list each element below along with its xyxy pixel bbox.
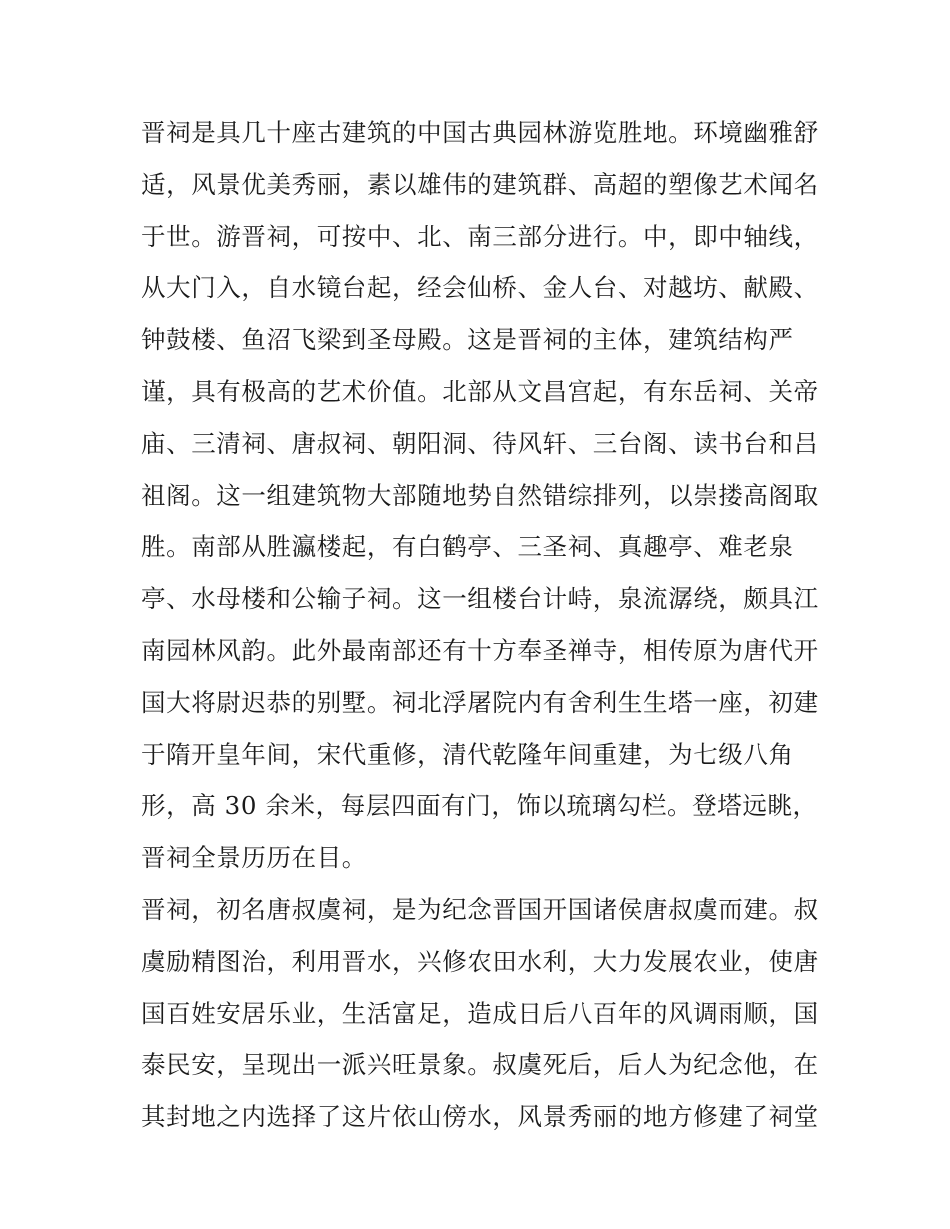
text-line: 晋祠是具几十座古建筑的中国古典园林游览胜地。环境幽雅舒 [141, 118, 819, 147]
text-line: 晋祠，初名唐叔虞祠，是为纪念晋国开国诸侯唐叔虞而建。叔 [141, 894, 819, 924]
paragraph-2 [141, 884, 821, 1143]
text-line: 南园林风韵。此外最南部还有十方奉圣禅寺，相传原为唐代开 [141, 635, 819, 665]
text-line: 晋祠全景历历在目。 [141, 843, 367, 873]
text-line: 祖阁。这一组建筑物大部随地势自然错综排列，以崇搂高阁取 [141, 480, 819, 510]
text-line: 适，风景优美秀丽，素以雄伟的建筑群、高超的塑像艺术闻名 [141, 169, 819, 199]
text-line: 国大将尉迟恭的别墅。祠北浮屠院内有舍利生生塔一座，初建 [141, 687, 819, 717]
text-line: 胜。南部从胜瀛楼起，有白鹤亭、三圣祠、真趣亭、难老泉 [141, 532, 794, 562]
text-line: 虞励精图治，利用晋水，兴修农田水利，大力发展农业，使唐 [141, 946, 819, 976]
text-line: 于隋开皇年间，宋代重修，清代乾隆年间重建，为七级八角 [141, 739, 794, 769]
text-line: 庙、三清祠、唐叔祠、朝阳洞、待风轩、三台阁、读书台和吕 [141, 428, 819, 458]
text-line: 钟鼓楼、鱼沼飞梁到圣母殿。这是晋祠的主体，建筑结构严 [141, 325, 794, 355]
text-line: 泰民安，呈现出一派兴旺景象。叔虞死后，后人为纪念他，在 [141, 1050, 819, 1080]
text-line: 形，高 30 余米，每层四面有门，饰以琉璃勾栏。登塔远眺， [141, 791, 818, 821]
text-line: 谨，具有极高的艺术价值。北部从文昌宫起，有东岳祠、关帝 [141, 376, 819, 406]
text-line: 于世。游晋祠，可按中、北、南三部分进行。中，即中轴线， [141, 221, 819, 251]
text-line: 其封地之内选择了这片依山傍水，风景秀丽的地方修建了祠堂 [141, 1102, 819, 1132]
document-body [141, 107, 821, 1143]
text-line: 从大门入，自水镜台起，经会仙桥、金人台、对越坊、献殿、 [141, 273, 819, 303]
text-line: 国百姓安居乐业，生活富足，造成日后八百年的风调雨顺，国 [141, 998, 819, 1028]
text-line: 亭、水母楼和公输子祠。这一组楼台计峙，泉流潺绕，颇具江 [141, 584, 819, 614]
paragraph-1 [141, 107, 821, 884]
